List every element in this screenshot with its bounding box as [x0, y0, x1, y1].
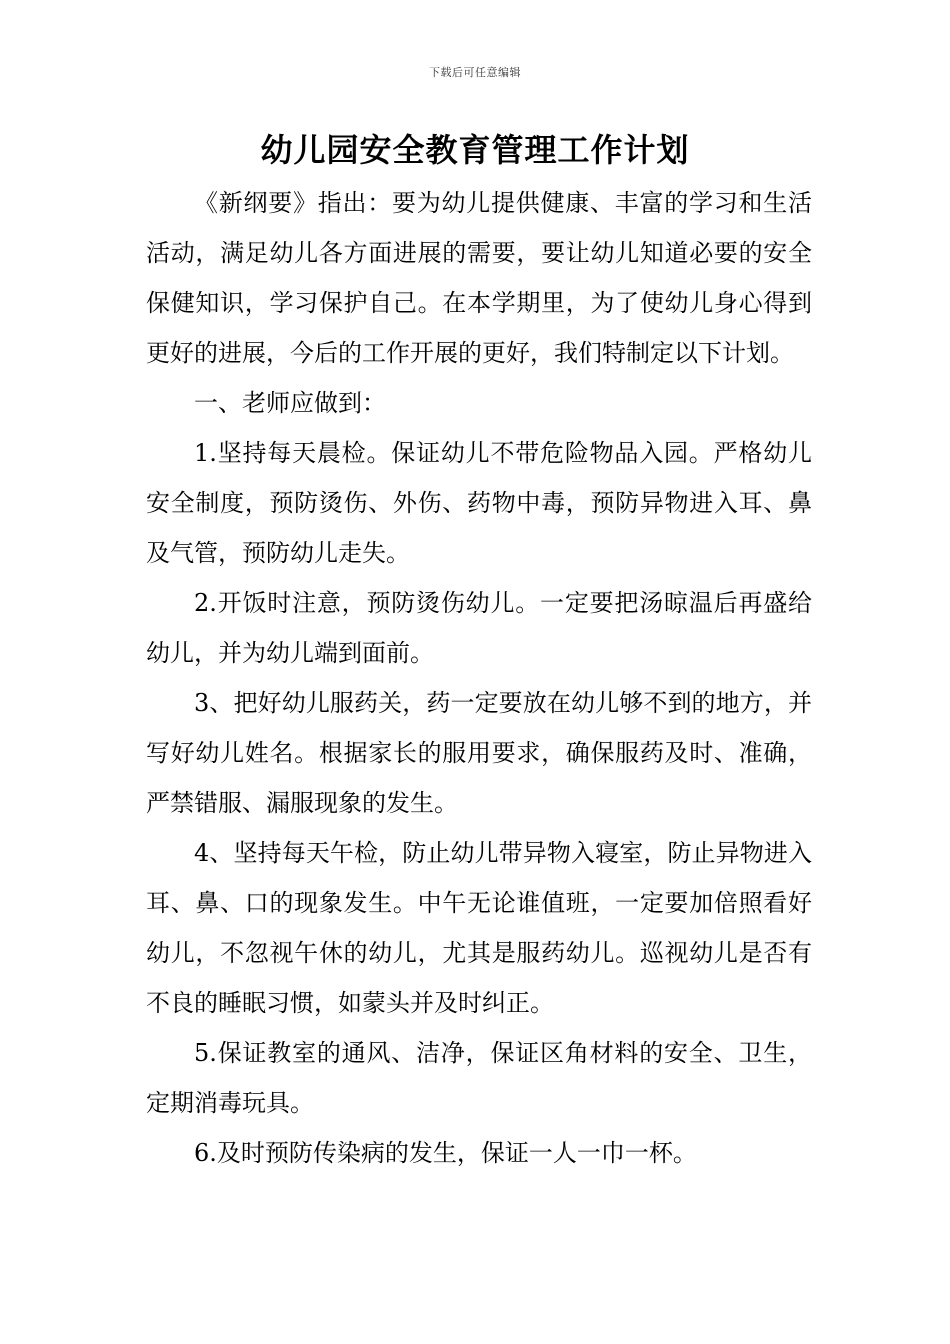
document-body: [146, 178, 812, 1178]
header-note: 下载后可任意编辑: [429, 66, 521, 79]
paragraph-item-1: 1.坚持每天晨检。保证幼儿不带危险物品入园。严格幼儿安全制度，预防烫伤、外伤、药物中毒，预防异物进入耳、鼻及气管，预防幼儿走失。: [146, 439, 812, 567]
paragraph-item-3: 3、把好幼儿服药关，药一定要放在幼儿够不到的地方，并写好幼儿姓名。根据家长的服用要求，确保服药及时、准确，严禁错服、漏服现象的发生。: [146, 689, 812, 817]
paragraph-item-4: 4、坚持每天午检，防止幼儿带异物入寝室，防止异物进入耳、鼻、口的现象发生。中午无论谁值班，一定要加倍照看好幼儿，不忽视午休的幼儿，尤其是服药幼儿。巡视幼儿是否有不良的睡眠习惯，如蒙头并及时纠正。: [146, 839, 812, 1017]
section-heading-teacher: 一、老师应做到：: [194, 389, 386, 417]
paragraph-item-6: 6.及时预防传染病的发生，保证一人一巾一杯。: [194, 1139, 697, 1167]
paragraph-item-2: 2.开饭时注意，预防烫伤幼儿。一定要把汤晾温后再盛给幼儿，并为幼儿端到面前。: [146, 589, 812, 667]
paragraph-item-5: 5.保证教室的通风、洁净，保证区角材料的安全、卫生，定期消毒玩具。: [146, 1039, 812, 1117]
paragraph-intro: 《新纲要》指出：要为幼儿提供健康、丰富的学习和生活活动，满足幼儿各方面进展的需要，要让幼儿知道必要的安全保健知识，学习保护自己。在本学期里，为了使幼儿身心得到更好的进展，今后的工作开展的更好，我们特制定以下计划。: [146, 189, 812, 367]
document-title: 幼儿园安全教育管理工作计划: [260, 131, 690, 169]
